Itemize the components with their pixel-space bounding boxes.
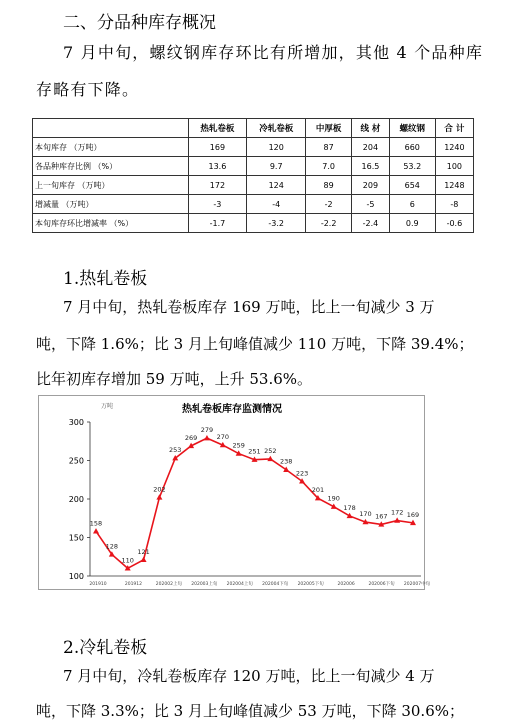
table-cell: 6: [389, 195, 435, 214]
table-row: [33, 157, 474, 176]
header-cell: 热轧卷板: [188, 119, 247, 138]
table-cell: 124: [247, 176, 306, 195]
data-label: 251: [248, 447, 261, 456]
table-cell: 89: [306, 176, 352, 195]
inventory-table: [32, 118, 474, 233]
hot-rolled-line-2: 吨，下降 1.6%；比 3 月上旬峰值减少 110 万吨，下降 39.4%；: [36, 335, 474, 353]
data-label: 170: [359, 510, 372, 519]
row-unit: （万吨）: [69, 142, 102, 152]
data-label: 121: [137, 547, 150, 556]
chart-svg: [38, 395, 431, 590]
x-tick-label: 202007中旬: [403, 582, 431, 587]
row-label: [33, 195, 189, 214]
y-tick-label: 200: [68, 495, 84, 504]
x-tick-label: 202006下旬: [368, 582, 395, 587]
x-tick-label: 202003上旬: [191, 582, 218, 587]
data-label: 167: [375, 512, 388, 521]
data-label: 172: [390, 508, 404, 517]
row-unit: （万吨）: [61, 199, 94, 209]
table-row: [33, 214, 474, 233]
header-cell: [33, 119, 189, 138]
table-cell: 209: [352, 176, 390, 195]
table-cell: 120: [247, 138, 306, 157]
y-tick-label: 300: [68, 418, 84, 427]
data-label: 223: [295, 469, 309, 478]
table-cell: 53.2: [389, 157, 435, 176]
data-label: 269: [184, 433, 198, 442]
data-label: 169: [406, 510, 420, 519]
row-label: [33, 138, 189, 157]
data-label: 202: [153, 485, 166, 494]
data-label: 178: [343, 503, 356, 512]
data-label: 128: [105, 542, 119, 551]
table-cell: -2: [306, 195, 352, 214]
x-tick-label: 201910: [89, 582, 107, 587]
row-unit: （%）: [109, 218, 134, 228]
table-cell: -2.4: [352, 214, 390, 233]
table-cell: -3: [188, 195, 247, 214]
x-tick-label: 201912: [124, 582, 143, 587]
data-label: 158: [89, 519, 103, 528]
table-cell: -1.7: [188, 214, 247, 233]
table-cell: -2.2: [306, 214, 352, 233]
table-cell: 87: [306, 138, 352, 157]
table-cell: -4: [247, 195, 306, 214]
data-label: 279: [200, 426, 214, 435]
table-header-row: [33, 119, 474, 138]
table-cell: -0.6: [435, 214, 473, 233]
intro-line-1: 7 月中旬，螺纹钢库存环比有所增加，其他 4 个品种库: [63, 43, 484, 62]
x-tick-label: 202004下旬: [262, 582, 289, 587]
table-row: [33, 195, 474, 214]
table-cell: -5: [352, 195, 390, 214]
row-label-text: 本旬库存: [35, 142, 67, 152]
row-label-text: 本旬库存环比增减率: [35, 218, 107, 228]
table-cell: 1240: [435, 138, 473, 157]
chart-frame: [39, 396, 425, 590]
row-label: [33, 214, 189, 233]
table-cell: 0.9: [389, 214, 435, 233]
row-unit: （万吨）: [77, 180, 110, 190]
section-heading: 二、分品种库存概况: [63, 13, 216, 33]
table-cell: 204: [352, 138, 390, 157]
table-cell: 16.5: [352, 157, 390, 176]
table-cell: -3.2: [247, 214, 306, 233]
chart-title: 热轧卷板库存监测情况: [182, 404, 282, 415]
row-label: [33, 176, 189, 195]
header-cell: 合 计: [435, 119, 473, 138]
hot-rolled-line-3: 比年初库存增加 59 万吨，上升 53.6%。: [36, 370, 313, 388]
cold-rolled-line-1: 7 月中旬，冷轧卷板库存 120 万吨，比上一旬减少 4 万: [63, 667, 435, 685]
intro-line-2: 存略有下降。: [36, 80, 140, 99]
row-unit: （%）: [93, 161, 118, 171]
table-cell: 660: [389, 138, 435, 157]
y-tick-label: 250: [68, 456, 84, 466]
table-cell: -8: [435, 195, 473, 214]
data-label: 110: [121, 556, 134, 565]
y-tick-label: 100: [68, 572, 84, 581]
x-tick-label: 202004上旬: [226, 582, 253, 587]
table-cell: 1248: [435, 176, 473, 195]
cold-rolled-heading: 2.冷轧卷板: [63, 638, 148, 658]
data-label: 252: [264, 446, 277, 455]
hot-rolled-line-1: 7 月中旬，热轧卷板库存 169 万吨，比上一旬减少 3 万: [63, 298, 435, 316]
x-tick-label: 202002上旬: [155, 582, 182, 587]
cold-rolled-line-2: 吨，下降 3.3%；比 3 月上旬峰值减少 53 万吨，下降 30.6%；: [36, 702, 465, 720]
data-label: 201: [311, 486, 325, 495]
header-cell: 线 材: [352, 119, 390, 138]
x-tick-label: 202005下旬: [297, 582, 324, 587]
hot-rolled-heading: 1.热轧卷板: [63, 269, 148, 289]
table-cell: 9.7: [247, 157, 306, 176]
x-tick-label: 202006: [337, 582, 355, 587]
data-label: 253: [169, 446, 182, 455]
inventory-line-chart: [38, 395, 431, 590]
row-label: [33, 157, 189, 176]
table-row: [33, 176, 474, 195]
table-cell: 169: [188, 138, 247, 157]
table-cell: 654: [389, 176, 435, 195]
table-cell: 100: [435, 157, 473, 176]
header-cell: 冷轧卷板: [247, 119, 306, 138]
y-axis-unit-label: 万吨: [101, 403, 114, 410]
y-tick-label: 150: [68, 533, 84, 543]
data-label: 190: [327, 494, 340, 503]
header-cell: 螺纹钢: [389, 119, 435, 138]
table-cell: 13.6: [188, 157, 247, 176]
table-cell: 172: [188, 176, 247, 195]
data-label: 259: [232, 441, 245, 450]
row-label-text: 增减量: [35, 199, 59, 209]
table-cell: 7.0: [306, 157, 352, 176]
table-row: [33, 138, 474, 157]
row-label-text: 上一旬库存: [35, 180, 75, 190]
data-label: 270: [216, 433, 230, 442]
data-label: 238: [279, 457, 293, 466]
row-label-text: 各品种库存比例: [35, 161, 91, 171]
header-cell: 中厚板: [306, 119, 352, 138]
